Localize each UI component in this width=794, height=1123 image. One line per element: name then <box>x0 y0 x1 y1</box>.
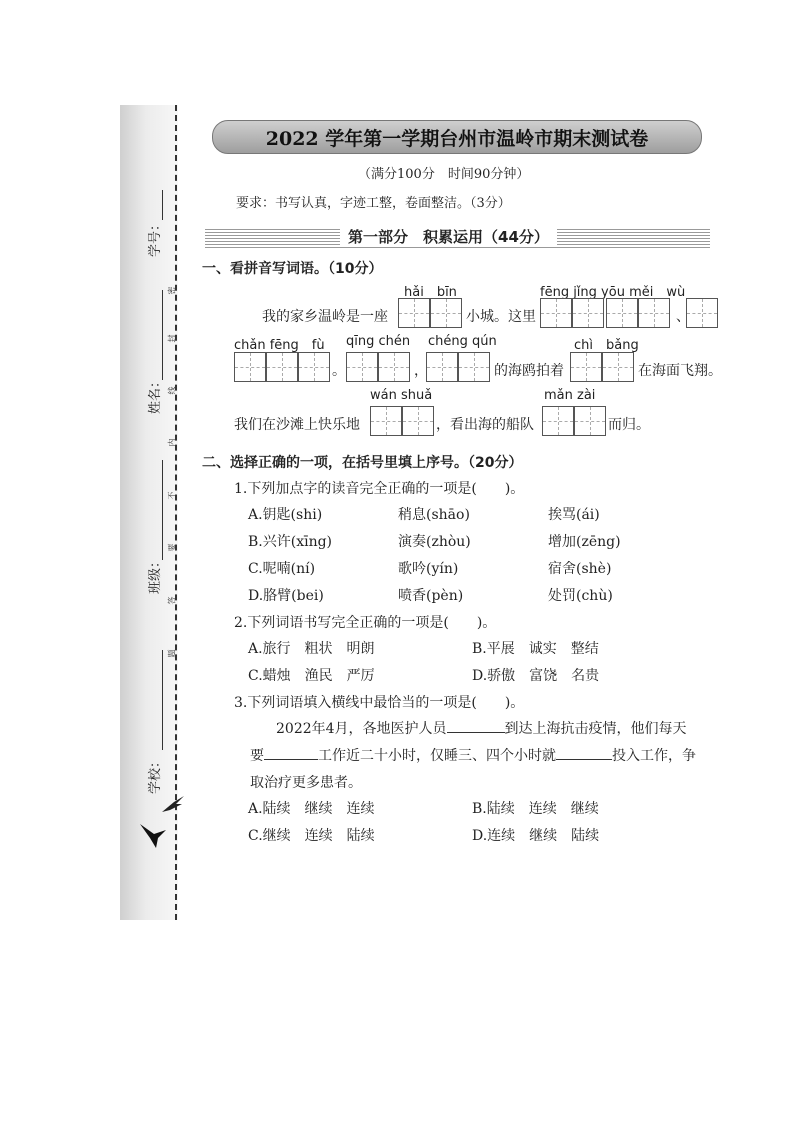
answer-box[interactable] <box>426 352 458 382</box>
q2-s3-passage-line2 <box>250 745 696 765</box>
q2-s2-option: B.平展 诚实 整结 <box>472 641 599 657</box>
q2-s1-option: 增加(zēng) <box>548 534 621 550</box>
q1-line1-text: 、 <box>676 309 690 325</box>
name-line <box>162 290 163 380</box>
q2-s1-option: 处罚(chù) <box>548 588 613 604</box>
swallow-icon <box>158 790 188 820</box>
answer-box[interactable] <box>346 352 378 382</box>
q1-line1-text: 我的家乡温岭是一座 <box>262 309 388 325</box>
q2-s1-option: C.呢喃(ní) <box>248 561 316 577</box>
q2-heading: 二、选择正确的一项，在括号里填上序号。（20分） <box>202 455 523 471</box>
answer-box[interactable] <box>430 298 462 328</box>
q2-s1-option: 演奏(zhòu) <box>398 534 471 550</box>
blank-line[interactable] <box>556 759 612 760</box>
class-line <box>162 460 163 560</box>
q2-s3-option: B.陆续 连续 继续 <box>472 801 599 817</box>
passage-text: 工作近二十小时，仅睡三、四个小时就 <box>318 748 556 764</box>
exam-subtitle: （满分100分 时间90分钟） <box>358 167 530 182</box>
pinyin-chanfeng: chǎn fēng fù <box>234 338 325 353</box>
q2-s1-option: 歌吟(yín) <box>398 561 459 577</box>
q2-s1-option: D.胳臂(bei) <box>248 588 324 604</box>
q2-s3-stem: 3.下列词语填入横线中最恰当的一项是( )。 <box>234 695 525 711</box>
q2-s3-option: D.连续 继续 陆续 <box>472 828 600 844</box>
answer-box[interactable] <box>458 352 490 382</box>
q2-s2-option: C.蜡烛 渔民 严厉 <box>248 668 375 684</box>
answer-box[interactable] <box>298 352 330 382</box>
pinyin-chibang: chì bǎng <box>574 338 639 353</box>
answer-box[interactable] <box>402 406 434 436</box>
q2-s1-option: A.钥匙(shi) <box>248 507 323 523</box>
passage-text: 2022年4月，各地医护人员 <box>276 721 447 737</box>
q2-s3-option: A.陆续 继续 连续 <box>248 801 375 817</box>
school-label: 学校： <box>148 754 164 795</box>
passage-text: 到达上海抗击疫情，他们每天 <box>504 721 687 737</box>
q1-line2-text: 的海鸥拍着 <box>494 363 564 379</box>
pinyin-manzai: mǎn zài <box>544 388 596 403</box>
pinyin-wanshua: wán shuǎ <box>370 388 433 403</box>
seal-char: 线 <box>167 386 177 395</box>
swallow-icon <box>136 820 172 852</box>
pinyin-chengqun: chéng qún <box>428 334 497 349</box>
q2-s1-option: B.兴许(xīng) <box>248 534 333 550</box>
q1-line1-text: 小城。这里 <box>466 309 536 325</box>
answer-box[interactable] <box>602 352 634 382</box>
pinyin-fengjing: fēng jǐng yōu měi wù <box>540 285 686 300</box>
answer-box[interactable] <box>606 298 638 328</box>
q1-line2-text: 在海面飞翔。 <box>638 363 722 379</box>
answer-box[interactable] <box>686 298 718 328</box>
seal-char: 密 <box>167 286 177 295</box>
q2-s1-option: 挨骂(ái) <box>548 507 600 523</box>
q1-heading: 一、看拼音写词语。（10分） <box>202 261 383 277</box>
title-banner <box>212 120 702 154</box>
q2-s1-option: 稍息(shāo) <box>398 507 470 523</box>
q2-s3-option: C.继续 连续 陆续 <box>248 828 375 844</box>
answer-box[interactable] <box>378 352 410 382</box>
answer-box[interactable] <box>542 406 574 436</box>
answer-box[interactable] <box>572 298 604 328</box>
answer-box[interactable] <box>570 352 602 382</box>
q2-s2-option: D.骄傲 富饶 名贵 <box>472 668 600 684</box>
answer-box[interactable] <box>540 298 572 328</box>
answer-box[interactable] <box>398 298 430 328</box>
exam-title: 2022 学年第一学期台州市温岭市期末测试卷 <box>265 127 649 150</box>
seal-char: 题 <box>167 649 177 658</box>
passage-text: 要 <box>250 748 264 764</box>
q1-line3-text: 而归。 <box>608 417 650 433</box>
answer-box[interactable] <box>574 406 606 436</box>
seal-char: 不 <box>167 491 177 500</box>
q2-s2-option: A.旅行 粗状 明朗 <box>248 641 375 657</box>
seal-char: 答 <box>167 596 177 605</box>
pinyin-qingchen: qīng chén <box>346 334 411 349</box>
q2-s3-passage-line1 <box>276 718 687 738</box>
student-no-line <box>162 190 163 220</box>
seal-char: 封 <box>167 334 177 343</box>
q2-s1-option: 喷香(pèn) <box>398 588 464 604</box>
q1-line3-text: 我们在沙滩上快乐地 <box>234 417 360 433</box>
q1-line2-text: ， <box>414 363 428 379</box>
q1-line2-text: 。 <box>332 363 346 379</box>
section-title: 第一部分 积累运用（44分） <box>340 226 557 247</box>
q2-s3-passage-line3: 取治疗更多患者。 <box>250 775 362 791</box>
seal-char: 要 <box>167 543 177 552</box>
q2-s2-stem: 2.下列词语书写完全正确的一项是( )。 <box>234 615 497 631</box>
class-label: 班级： <box>148 554 164 595</box>
q2-s1-option: 宿舍(shè) <box>548 561 612 577</box>
blank-line[interactable] <box>264 759 318 760</box>
blank-line[interactable] <box>447 732 505 733</box>
seal-char: 内 <box>167 438 177 447</box>
answer-box[interactable] <box>266 352 298 382</box>
requirement-text: 要求：书写认真，字迹工整，卷面整洁。（3分） <box>236 196 511 211</box>
answer-box[interactable] <box>370 406 402 436</box>
name-label: 姓名： <box>148 374 164 415</box>
passage-text: 投入工作，争 <box>612 748 696 764</box>
q1-line3-text: ，看出海的船队 <box>436 417 534 433</box>
answer-box[interactable] <box>234 352 266 382</box>
answer-box[interactable] <box>638 298 670 328</box>
pinyin-haibin: hǎi bīn <box>404 285 457 300</box>
q2-s1-stem: 1.下列加点字的读音完全正确的一项是( )。 <box>234 481 525 497</box>
student-no-label: 学号： <box>148 217 164 258</box>
school-line <box>162 650 163 750</box>
